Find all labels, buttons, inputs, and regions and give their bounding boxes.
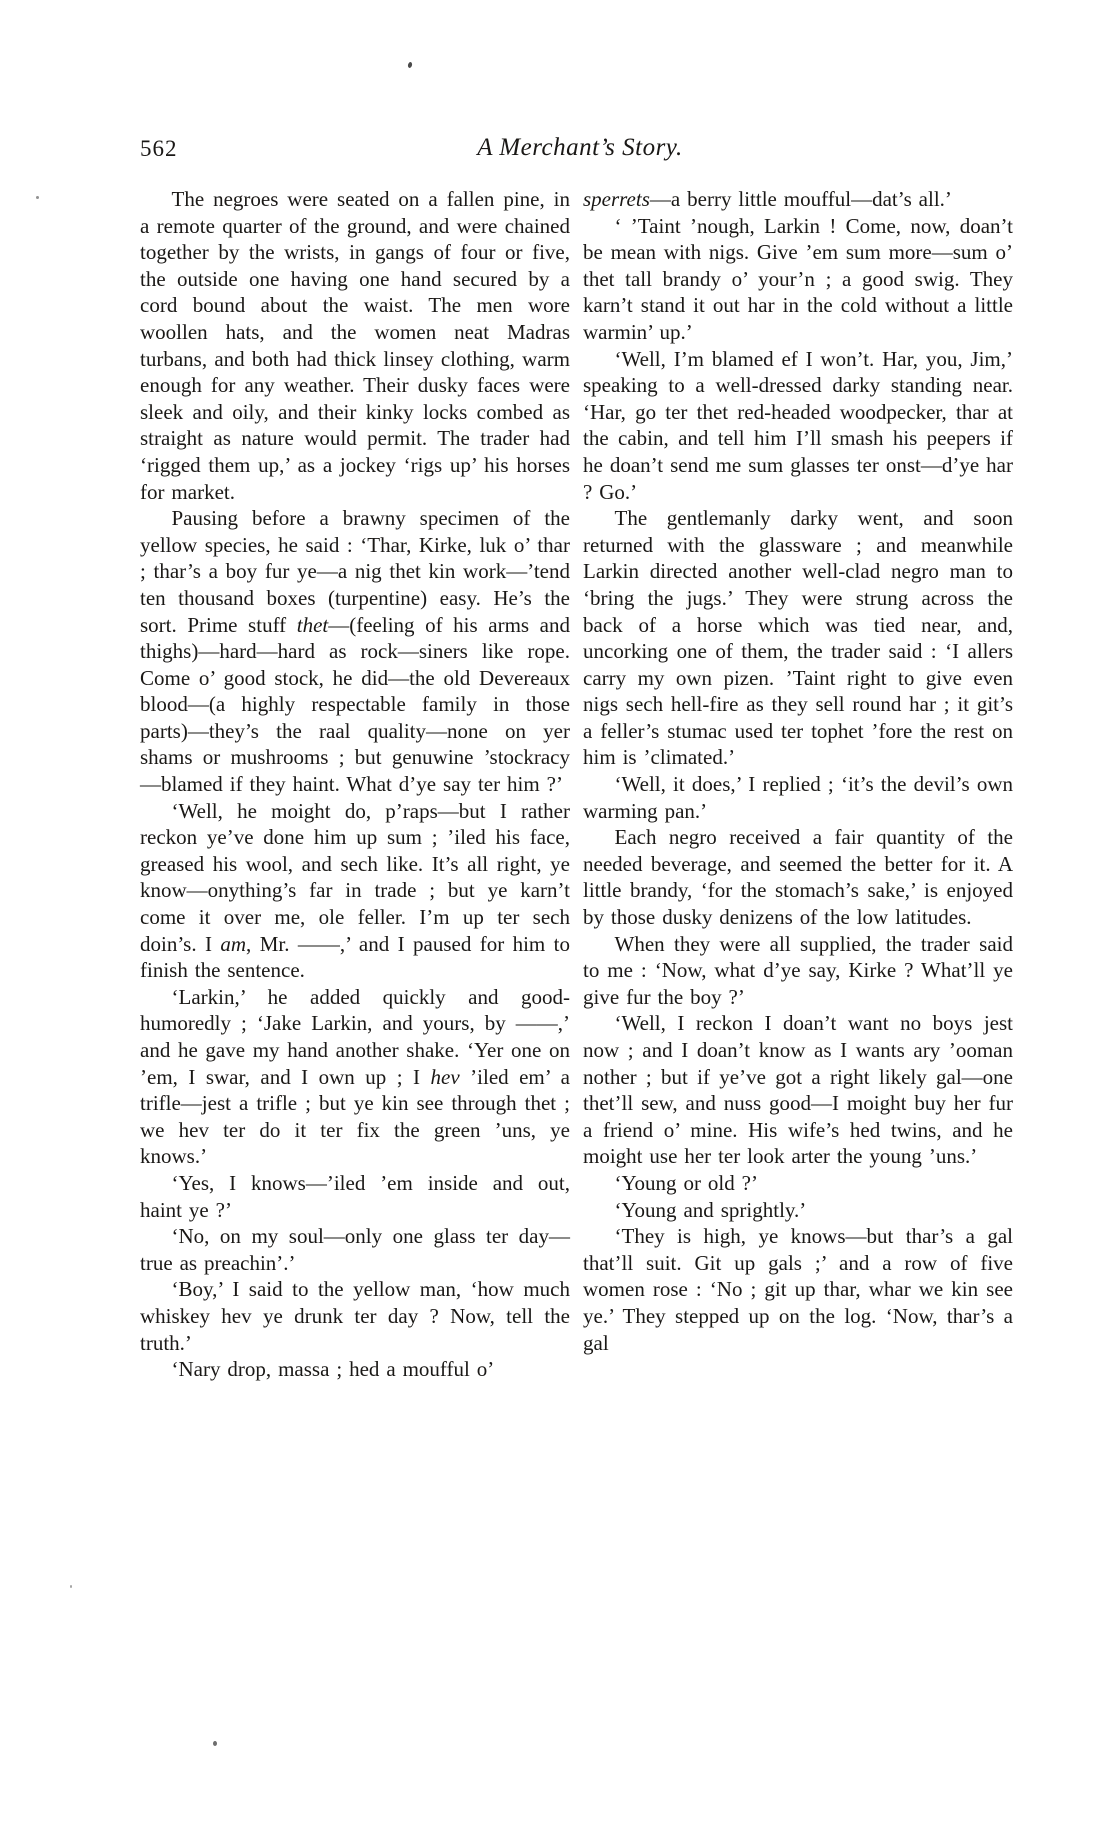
text-segment: ‘Larkin,’ he added quickly and good-humoredly ; ‘Jake Larkin, and yours, by ——,’ and he gave my hand another shake. ‘Yer one on ’em, I swar, and I own up ; I xyxy=(140,984,570,1089)
paragraph xyxy=(583,505,1013,771)
text-segment: ‘Young and sprightly.’ xyxy=(614,1197,807,1222)
text-segment: ‘Nary drop, massa ; hed a moufful o’ xyxy=(171,1357,495,1382)
page-header xyxy=(140,134,1013,168)
scan-speck xyxy=(407,62,412,69)
text-segment: ‘No, on my soul—only one glass ter day—true as preachin’.’ xyxy=(140,1224,570,1275)
text-segment: ‘They is high, ye knows—but thar’s a gal that’ll suit. Git up gals ;’ and a row of five women rose : ‘No ; git up thar, whar we kin see ye.’ They stepped up on the log. ‘Now, thar’s a gal xyxy=(583,1224,1013,1355)
text-segment: Each negro received a fair quantity of the needed beverage, and seemed the better for it. A little brandy, ‘for the stomach’s sake,’ is enjoyed by those dusky denizens of the low latitudes. xyxy=(583,825,1013,930)
paragraph xyxy=(583,931,1013,1011)
italic-text: am xyxy=(220,931,247,956)
paragraph xyxy=(140,1356,570,1383)
paragraph xyxy=(583,1170,1013,1197)
paragraph xyxy=(140,1170,570,1223)
text-segment: ‘Young or old ?’ xyxy=(614,1170,758,1195)
page-number: 562 xyxy=(140,136,178,161)
paragraph xyxy=(583,1197,1013,1224)
text-segment: The gentlemanly darky went, and soon returned with the glassware ; and meanwhile Larkin directed another well-clad negro man to ‘bring the jugs.’ They were strung across the back of a horse which was tied near, and, uncorking one of them, the trader said : ‘I allers carry my own pizen. ’Taint right to give even nigs sech hell-fire as they sell round har ; it git’s a feller’s stumac used ter tophet ’fore the rest on him is ’climated.’ xyxy=(583,506,1013,770)
italic-text: hev xyxy=(430,1064,460,1089)
text-segment: When they were all supplied, the trader said to me : ‘Now, what d’ye say, Kirke ? What’ll ye give fur the boy ?’ xyxy=(583,931,1013,1009)
paragraph xyxy=(583,771,1013,824)
paragraph xyxy=(583,824,1013,930)
text-segment: The negroes were seated on a fallen pine, in a remote quarter of the ground, and were chained together by the wrists, in gangs of four or five, the outside one having one hand secured by a cord bound about the waist. The men wore woollen hats, and the women neat Madras turbans, and both had thick linsey clothing, warm enough for any weather. Their dusky faces were sleek and oily, and their kinky locks combed as straight as nature would permit. The trader had ‘rigged them up,’ as a jockey ‘rigs up’ his horses for market. xyxy=(140,187,570,504)
paragraph xyxy=(140,798,570,984)
text-segment: ’iled em’ a trifle—jest a trifle ; but ye kin see through thet ; we hev ter do it ter fix the green ’uns, ye knows.’ xyxy=(140,1064,570,1169)
text-segment: ‘ ’Taint ’nough, Larkin ! Come, now, doan’t be mean with nigs. Give ’em sum more—sum o’ thet tall brandy o’ your’n ; a good swig. They karn’t stand it out har in the cold without a little warmin’ up.’ xyxy=(583,213,1013,344)
scan-speck xyxy=(36,196,39,199)
italic-text: sperrets xyxy=(583,187,650,211)
paragraph xyxy=(140,186,570,505)
paragraph xyxy=(583,346,1013,506)
paragraph xyxy=(140,984,570,1170)
paragraph xyxy=(583,213,1013,346)
text-segment: —a berry little moufful—dat’s all.’ xyxy=(649,187,952,211)
running-title: A Merchant’s Story. xyxy=(477,134,683,161)
paragraph xyxy=(140,1276,570,1356)
text-segment: ‘Well, I’m blamed ef I won’t. Har, you, Jim,’ speaking to a well-dressed darky standing near. ‘Har, go ter thet red-headed woodpecker, thar at the cabin, and tell him I’ll smash his peepers if he doan’t send me sum glasses ter onst—d’ye har ? Go.’ xyxy=(583,346,1013,504)
text-segment: , Mr. ——,’ and I paused for him to finish the sentence. xyxy=(140,931,570,983)
left-column xyxy=(140,186,570,1383)
text-segment: ‘Well, he moight do, p’raps—but I rather reckon ye’ve done him up sum ; ’iled his face, greased his wool, and sech like. It’s all right, ye know—onything’s far in trade ; but ye karn’t come it over me, ole feller. I’m up ter sech doin’s. I xyxy=(140,798,570,956)
paragraph xyxy=(583,1010,1013,1170)
paragraph xyxy=(140,505,570,798)
paragraph xyxy=(583,1223,1013,1356)
right-column xyxy=(583,186,1013,1383)
scan-speck xyxy=(70,1585,72,1588)
text-segment: ‘Well, it does,’ I replied ; ‘it’s the devil’s own warming pan.’ xyxy=(583,772,1013,823)
text-segment: ‘Yes, I knows—’iled ’em inside and out, haint ye ?’ xyxy=(140,1170,570,1222)
text-segment: ‘Boy,’ I said to the yellow man, ‘how much whiskey hev ye drunk ter day ? Now, tell the truth.’ xyxy=(140,1277,570,1355)
text-segment: ‘Well, I reckon I doan’t want no boys jest now ; and I doan’t know as I wants ary ’ooman nother ; but if ye’ve got a right likely gal—one thet’ll sew, and nuss good—I moight buy her fur a friend o’ mine. His wife’s hed twins, and he moight use her ter look arter the young ’uns.’ xyxy=(583,1011,1013,1169)
text-columns xyxy=(140,186,1013,1383)
paragraph xyxy=(140,1223,570,1276)
text-segment: —(feeling of his arms and thighs)—hard—hard as rock—siners like rope. Come o’ good stock, he did—the old Devereaux blood—(a highly respectable family in those parts)—they’s the raal quality—none on yer shams or mushrooms ; but genuwine ’stockracy—blamed if they haint. What d’ye say ter him ?’ xyxy=(140,612,570,797)
scan-speck xyxy=(213,1741,217,1746)
text-segment: Pausing before a brawny specimen of the yellow species, he said : ‘Thar, Kirke, luk o’ thar ; thar’s a boy fur ye—a nig thet kin work—’tend ten thousand boxes (turpentine) easy. He’s the sort. Prime stuff xyxy=(140,506,570,637)
paragraph xyxy=(583,186,1013,213)
italic-text: thet xyxy=(296,612,329,637)
